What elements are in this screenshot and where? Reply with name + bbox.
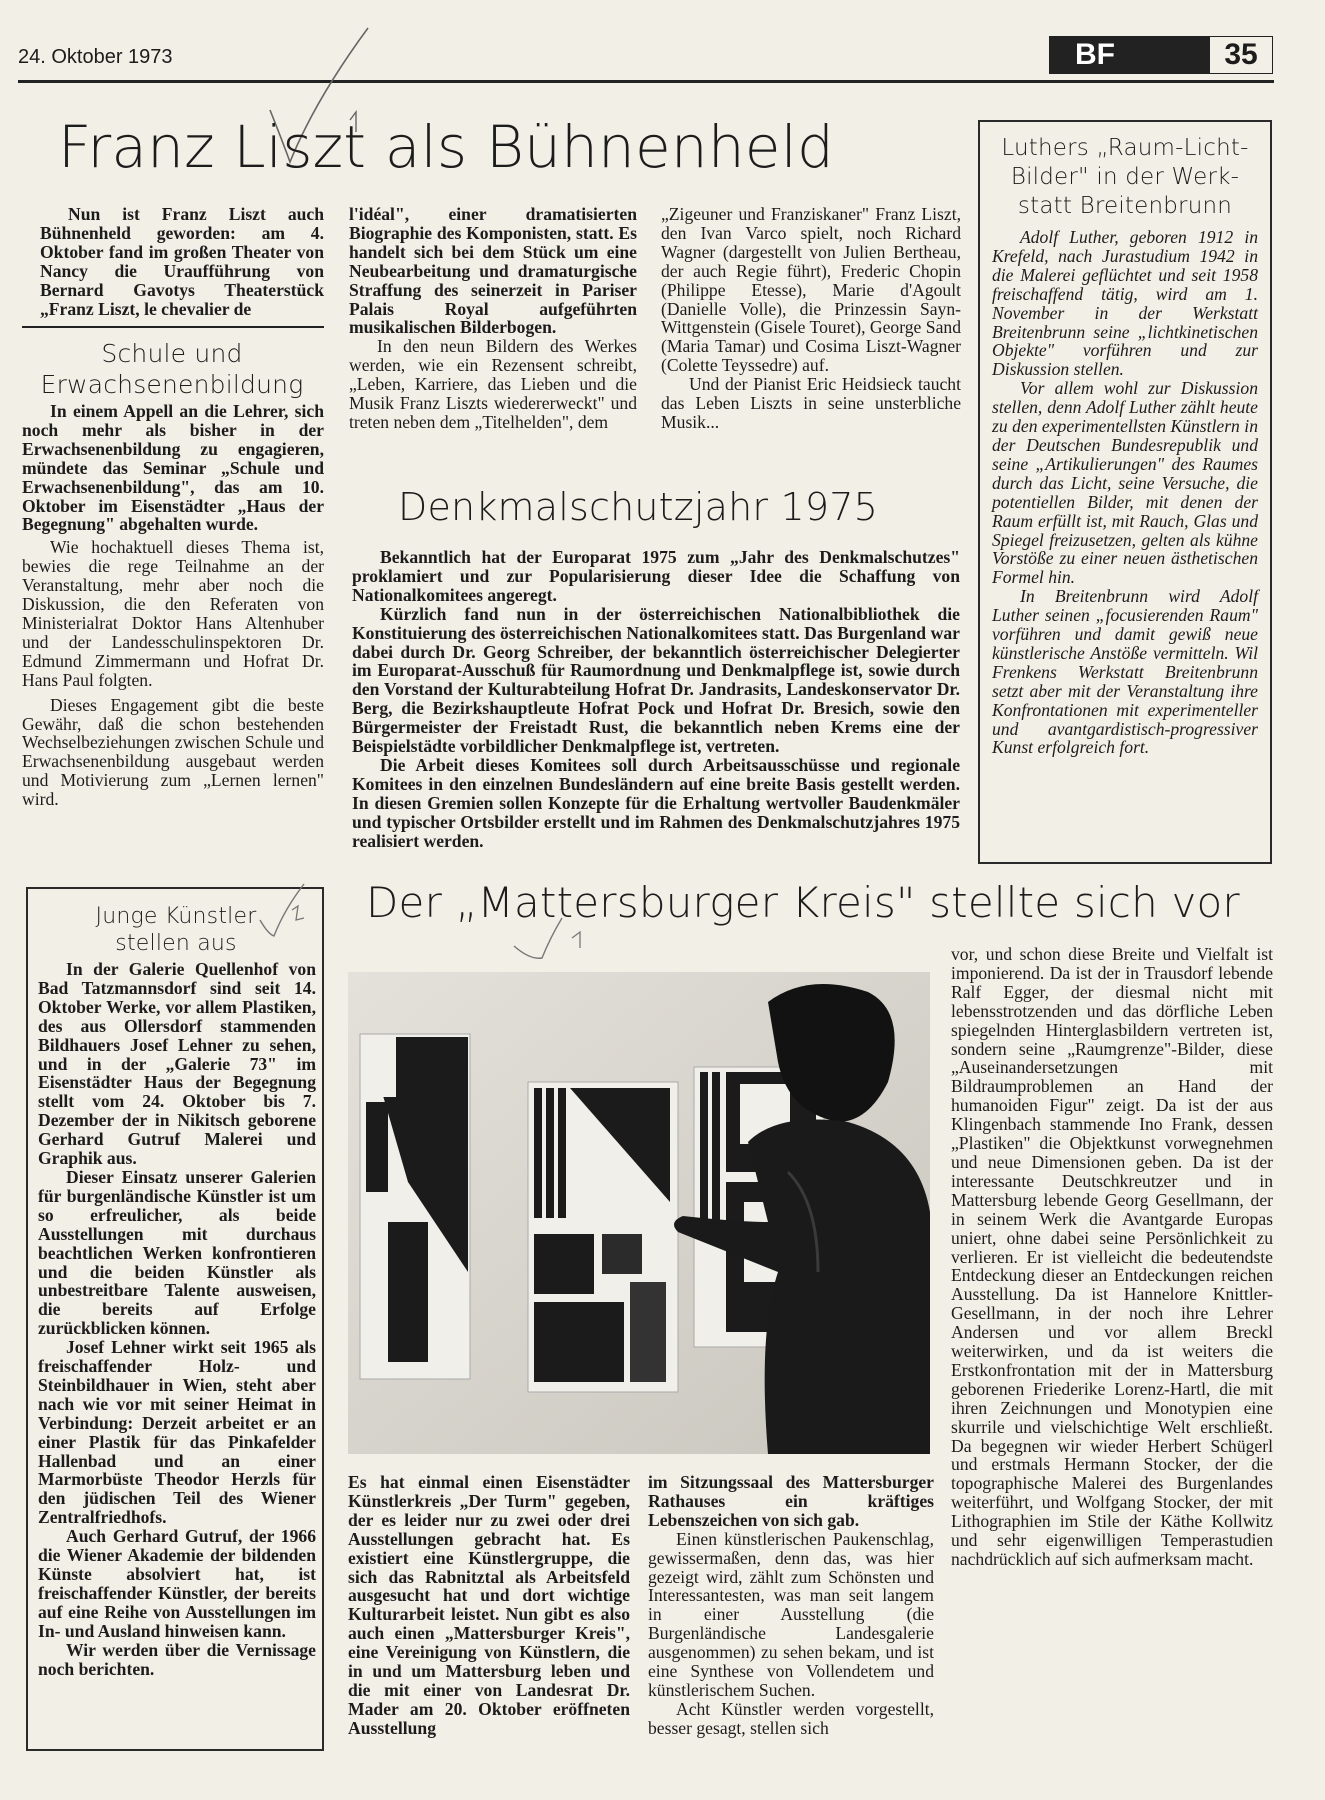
junge-para-2: Dieser Einsatz unserer Galerien für burgenländische Künstler ist um so erfreulicher, als beide Ausstellungen mit durchaus beachtlichen Werken konfrontieren und die beiden Künstler als unbestreitbare Talente ausweisen, die bereits auf Erfolge zurückblicken können.: [38, 1166, 316, 1339]
denkmal-body: [352, 548, 960, 851]
matters-headline: Der „Mattersburger Kreis" stellte sich vor: [366, 878, 1240, 927]
junge-para-4: Auch Gerhard Gutruf, der 1966 die Wiener Akademie der bildenden Künste absolviert hat, ist freischaffender Künstler, der bereits auf eine Reihe von Ausstellungen im In- und Ausland hinweisen kann.: [38, 1526, 316, 1641]
liszt-col3-para-2: Und der Pianist Eric Heidsieck taucht das Leben Liszts in seine unsterbliche Musik...: [661, 374, 961, 432]
junge-para-1: In der Galerie Quellenhof von Bad Tatzmannsdorf sind seit 14. Oktober Werke, vor allem Plastiken, des aus Ollersdorf stammenden Bildhauers Josef Lehner zu sehen, und in der „Galerie 73" im Eisenstädter Haus der Begegnung stellt vom 24. Oktober bis 7. Dezember der in Nikitsch geborene Gerhard Gutruf Malerei und Graphik aus.: [38, 959, 316, 1169]
luther-headline: [988, 134, 1262, 221]
liszt-column-2: [349, 205, 637, 432]
liszt-col1-text: Nun ist Franz Liszt auch Bühnenheld geworden: am 4. Oktober fand im großen Theater von Nancy die Uraufführung von Bernard Gavotys Theaterstück „Franz Liszt, le chevalier de: [40, 204, 324, 319]
matters-col2-para-2: Einen künstlerischen Paukenschlag, gewissermaßen, denn das, was hier gezeigt wird, zählt zum Schönsten und Interessantesten, was man seit langem in einer Ausstellung (die Burgenländische Landesgalerie ausgenommen) zu sehen bekam, und ist eine Synthese von Vollendetem und künstlerischem Suchen.: [648, 1528, 934, 1700]
luther-para-3: In Breitenbrunn wird Adolf Luther seinen „focusierenden Raum" vorführen und damit gewiß neue künstlerische Anstöße vermitteln. Wil Frenkens Werkstatt Breitenbrunn setzt aber mit der Veranstaltung ihre Konfrontationen mit experimenteller und avantgardistisch-progressiver Kunst erfolgreich fort.: [992, 586, 1258, 758]
junge-body: [38, 960, 316, 1678]
exhibition-photo-drawing: [348, 972, 930, 1454]
junge-para-3: Josef Lehner wirkt seit 1965 als freischaffender Holz- und Steinbildhauer in Wien, steht aber nach wie vor mit seiner Heimat in Verbindung: Derzeit arbeitet er an einer Plastik für das Pinkafelder Hallenbad und an einer Marmorbüste Theodor Herzls für den jüdischen Teil des Wiener Zentralfriedhofs.: [38, 1337, 316, 1528]
page-number: 35: [1209, 36, 1273, 74]
denkmal-para-1: Bekanntlich hat der Europarat 1975 zum „Jahr des Denkmalschutzes" proklamiert und zur Popularisierung dieser Idee die Schaffung von Nationalkomitees angeregt.: [352, 547, 960, 605]
pencil-checkmark-junge: [254, 880, 314, 940]
luther-headline-line-2: Bilder" in der Werk-: [1010, 164, 1240, 190]
matters-column-2: [648, 1473, 934, 1738]
junge-box: [26, 887, 324, 1751]
denkmal-headline: Denkmalschutzjahr 1975: [398, 485, 879, 529]
luther-headline-line-3: statt Breitenbrunn: [1017, 193, 1233, 219]
matters-col3-text: vor, und schon diese Breite und Vielfalt ist imponierend. Da ist der in Trausdorf lebende Ralf Egger, der diesmal nicht mit lebensstrotzenden und das dörfliche Leben spiegelnden Hinterglasbildern vertreten ist, sondern seine „Raumgrenze"-Bilder, diese „Auseinandersetzungen mit Bildraumproblemen an Hand der humanoiden Figur" zeigt. Da ist der aus Klingenbach stammende Ino Frank, dessen „Plastiken" die Objektkunst vorwegnehmen und neue Dimensionen geben. Da ist der interessante Deutschkreutzer und in Mattersburg lebende Georg Gesellmann, der in seinem Werk die Avantgarde Europas uniert, ohne dabei seine Persönlichkeit zu verlieren. Er ist vielleicht die bedeutendste Entdeckung dieser an Entdeckungen reichen Ausstellung. Da ist Hannelore Knittler-Gesellmann, in der noch ihre Lehrer Andersen und vor allem Breckl weiterwirken, und da ist weiters die Erstkonfrontation mit der in Mattersburg geborenen Friederike Lorenz-Hartl, die mit ihren Zeichnungen und Monotypien eine skurrile und vielschichtige Welt erschließt. Da begegnen wir wieder Herbert Schügerl und erstmals Hermann Stocker, der die topographische Malerei des Burgenlandes weiterführt, und Wolfgang Stocker, der mit Lithographien im Stile der Käthe Kollwitz und sehr eigenwilligen Temperastudien nachdrücklich auf sich aufmerksam macht.: [951, 944, 1273, 1569]
liszt-col3-para-1: „Zigeuner und Franziskaner" Franz Liszt, den Ivan Varco spielt, noch Richard Wagner (dargestellt von Julien Bertheau, der auch Regie führt), Frederic Chopin (Philippe Etesse), Marie d'Agoult (Danielle Volle), die Prinzessin Sayn-Wittgenstein (Gisele Touret), George Sand (Maria Tamar) und Cosima Liszt-Wagner (Colette Teyssedre) auf.: [661, 204, 961, 376]
schule-para-2: Wie hochaktuell dieses Thema ist, bewies die rege Teilnahme an der Veranstaltung, mehr aber noch die Diskussion, die den Referaten von Ministerialrat Doktor Hans Altenhuber und der Landesschulinspektoren Dr. Edmund Zimmermann und Hofrat Dr. Hans Paul folgten.: [22, 537, 324, 690]
schule-para-3: Dieses Engagement gibt die beste Gewähr, daß die schon bestehenden Wechselbeziehungen zwischen Schule und Erwachsenenbildung ausgebaut werden und Motivierung zum „Lernen lernen" wird.: [22, 694, 324, 810]
masthead-rule: [18, 80, 1274, 83]
matters-col1-text: Es hat einmal einen Eisenstädter Künstlerkreis „Der Turm" gegeben, der es leider nur zu zwei oder drei Ausstellungen gebracht hat. Es existiert eine Künstlergruppe, die sich das Rabnitztal als Arbeitsfeld ausgesucht hat und dort wichtige Kulturarbeit leistet. Nun gibt es also auch einen „Mattersburger Kreis", eine Vereinigung von Künstlern, die in und um Mattersburg leben und die mit einer von Landesrat Dr. Mader am 20. Oktober eröffneten Ausstellung: [348, 1472, 630, 1738]
luther-box: [978, 120, 1272, 864]
schule-headline-line-1: Schule und: [101, 339, 243, 368]
junge-para-5: Wir werden über die Vernissage noch berichten.: [38, 1639, 316, 1679]
matters-col2-para-3: Acht Künstler werden vorgestellt, besser gesagt, stellen sich: [648, 1698, 934, 1738]
issue-date: 24. Oktober 1973: [18, 46, 173, 68]
schule-headline-line-2: Erwachsenenbildung: [40, 370, 304, 399]
schule-body: [22, 402, 324, 809]
publication-name: BF: [1049, 36, 1209, 74]
junge-headline-line-1: Junge Künstler: [95, 904, 257, 929]
liszt-column-rule: [22, 326, 324, 328]
schule-para-1: In einem Appell an die Lehrer, sich noch mehr als bisher in der Erwachsenenbildung zu engagieren, mündete das Seminar „Schule und Erwachsenenbildung", das am 10. Oktober im Eisenstädter „Haus der Begegnung" abgehalten wurde.: [22, 401, 324, 535]
painting-1: [360, 1034, 470, 1379]
liszt-col2-para-2: In den neun Bildern des Werkes werden, wie ein Rezensent schreibt, „Leben, Karriere, das Lieben und die Musik Franz Liszts wiedererweckt" und treten neben dem „Titelhelden", dem: [349, 336, 637, 432]
matters-column-1: [348, 1473, 630, 1738]
denkmal-para-3: Die Arbeit dieses Komitees soll durch Arbeitsausschüsse und regionale Komitees in den einzelnen Bundesländern auf eine breite Basis gestellt werden. In diesen Gremien sollen Konzepte für die Erhaltung wertvoller Baudenkmäler und typischer Ortsbilder erstellt und im Rahmen des Denkmalschutzjahres 1975 realisiert werden.: [352, 754, 960, 851]
denkmal-para-2: Kürzlich fand nun in der österreichischen Nationalbibliothek die Konstituierung des österreichischen Nationalkomitees statt. Das Burgenland war dabei durch Dr. Georg Schreiber, der bekanntlich österreichischer Delegierter im Europarat-Ausschuß für Raumordnung und Denkmalpflege ist, sowie durch den Vorstand der Kulturabteilung Hofrat Dr. Jandrasits, Landeskonservator Dr. Berg, die Bezirkshauptleute Hofrat Pock und Hofrat Dr. Bresich, sowie den Bürgermeister der Freistadt Rust, die bekanntlich neben Krems eine der Beispielstädte vorbildlicher Denkmalpflege ist, vertreten.: [352, 603, 960, 757]
liszt-column-1: [40, 205, 324, 318]
liszt-headline: Franz Liszt als Bühnenheld: [58, 113, 835, 181]
luther-body: [992, 228, 1258, 757]
luther-para-2: Vor allem wohl zur Diskussion stellen, denn Adolf Luther zählt heute zu den experimentellsten Künstlern in der Deutschen Bundesrepublik und seine „Artikulierungen" des Raumes durch das Licht, seine Versuche, die potentiellen Bilder, mit denen der Raum erfüllt ist, mit Rauch, Glas und Spiegel freizusetzen, gelten als kühne Vorstöße zu einer neuen ästhetischen Formel hin.: [992, 378, 1258, 588]
matters-column-3: [951, 945, 1273, 1569]
matters-col2-para-1: im Sitzungssaal des Mattersburger Rathauses ein kräftiges Lebenszeichen von sich gab.: [648, 1472, 934, 1530]
painting-2: [528, 1082, 678, 1392]
publication-badge: [1049, 36, 1274, 74]
pencil-checkmark-matters: [510, 908, 600, 962]
exhibition-photo: [348, 972, 930, 1454]
luther-para-1: Adolf Luther, geboren 1912 in Krefeld, nach Jurastudium 1942 in die Malerei geflüchtet und seit 1958 freischaffend tätig, wird am 1. November in der Werkstatt Breitenbrunn seine „lichtkinetischen Objekte" vorführen und zur Diskussion stellen.: [992, 227, 1258, 380]
schule-headline: [22, 338, 322, 400]
liszt-col2-para-1: l'idéal", einer dramatisierten Biographie des Komponisten, statt. Es handelt sich bei dem Stück um eine Neubearbeitung und dramaturgische Straffung des seinerzeit in Pariser Palais Royal aufgeführten musikalischen Bilderbogen.: [349, 204, 637, 338]
luther-headline-line-1: Luthers „Raum-Licht-: [1001, 135, 1249, 161]
liszt-column-3: [661, 205, 961, 432]
junge-headline-line-2: stellen aus: [115, 931, 237, 956]
